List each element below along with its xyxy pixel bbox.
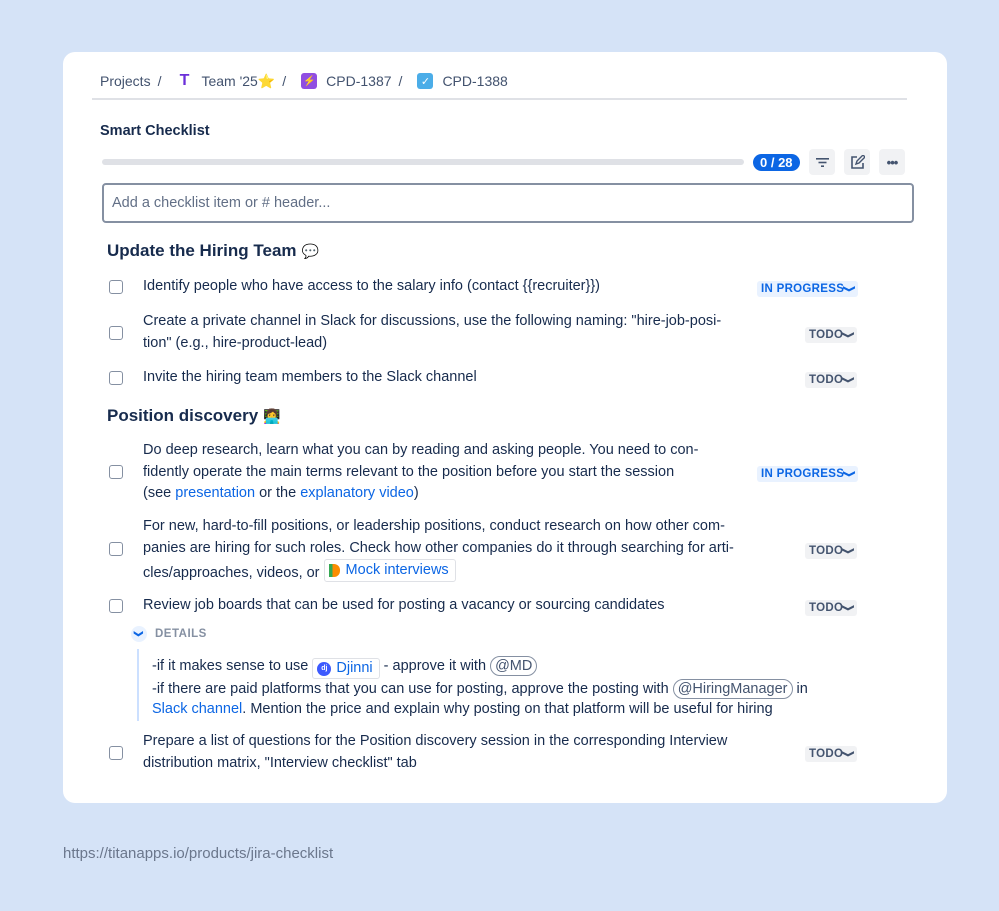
status-dropdown[interactable]: [805, 746, 857, 762]
status-dropdown[interactable]: [757, 281, 858, 297]
item-checkbox[interactable]: [109, 746, 123, 760]
team-logo-icon: T: [179, 72, 190, 89]
item-text-line: panies are hiring for such roles. Check how other companies do it through searching for arti-: [143, 539, 734, 556]
status-label: TODO: [809, 374, 844, 386]
status-dropdown[interactable]: [805, 543, 857, 559]
progress-bar: [102, 159, 744, 165]
chevron-down-icon: ❯: [842, 331, 856, 339]
item-text-line: Do deep research, learn what you can by reading and asking people. You need to con-: [143, 442, 699, 458]
item-text-line: [143, 483, 783, 505]
status-dropdown[interactable]: [805, 372, 857, 388]
djinni-app-icon: dj: [317, 662, 331, 676]
task-checkbox-icon: ✓: [417, 73, 433, 89]
item-checkbox[interactable]: [109, 465, 123, 479]
item-text-line: tion" (e.g., hire-product-lead): [143, 334, 328, 351]
smartlink-label: Djinni: [336, 660, 373, 676]
more-icon: •••: [886, 154, 898, 170]
item-text-line: distribution matrix, "Interview checklist" tab: [143, 754, 417, 771]
item-text: [143, 731, 783, 774]
details-line: [152, 679, 892, 700]
filter-icon: [816, 157, 829, 168]
details-line: [152, 700, 892, 720]
status-label: TODO: [809, 602, 844, 614]
section-header-position-discovery: [107, 406, 281, 426]
text-segment: or the: [255, 485, 301, 501]
item-text-line: Create a private channel in Slack for discussions, use the following naming: "hire-job-posi-: [143, 313, 722, 329]
status-label: TODO: [809, 748, 844, 760]
text-segment: in: [792, 681, 808, 698]
mention-md[interactable]: @MD: [490, 656, 537, 676]
filter-button[interactable]: [809, 149, 835, 175]
breadcrumb-team[interactable]: Team '25⭐: [201, 72, 276, 89]
text-segment: (see: [143, 485, 176, 501]
chevron-down-icon: ❯: [843, 285, 857, 293]
status-dropdown[interactable]: [805, 327, 857, 343]
item-checkbox[interactable]: [109, 542, 123, 556]
edit-icon: [850, 155, 865, 170]
mention-hiring-manager[interactable]: @HiringManager: [673, 679, 793, 699]
details-label: DETAILS: [155, 628, 207, 640]
chevron-down-icon: ❯: [842, 604, 856, 612]
checklist-title: Smart Checklist: [100, 123, 210, 139]
edit-button[interactable]: [844, 149, 870, 175]
add-checklist-item-input[interactable]: [102, 183, 914, 223]
status-label: TODO: [809, 329, 844, 341]
details-toggle[interactable]: [131, 626, 207, 642]
speech-bubble-icon: 💬: [301, 242, 319, 259]
status-dropdown[interactable]: [757, 466, 858, 482]
item-checkbox[interactable]: [109, 371, 123, 385]
item-text: Review job boards that can be used for posting a vacancy or sourcing candidates: [143, 597, 665, 613]
item-checkbox[interactable]: [109, 280, 123, 294]
item-text: [143, 516, 803, 585]
details-border: [137, 649, 139, 721]
progress-count-badge: 0 / 28: [753, 154, 800, 171]
breadcrumb-projects[interactable]: Projects: [100, 73, 151, 89]
item-text: Invite the hiring team members to the Slack channel: [143, 369, 477, 385]
item-text: Identify people who have access to the salary info (contact {{recruiter}}): [143, 278, 601, 294]
section-header-text: Update the Hiring Team: [107, 241, 297, 260]
text-segment: . Mention the price and explain why posting on that platform will be useful for hiring: [242, 700, 773, 717]
text-segment: -if there are paid platforms that you can use for posting, approve the posting with: [152, 681, 673, 698]
divider: [92, 98, 907, 100]
item-text-line: Prepare a list of questions for the Position discovery session in the corresponding Interview: [143, 733, 728, 749]
details-line: [152, 656, 892, 679]
presentation-link[interactable]: presentation: [175, 485, 256, 501]
breadcrumb-task[interactable]: CPD-1388: [442, 73, 508, 89]
status-dropdown[interactable]: [805, 600, 857, 616]
explanatory-video-link[interactable]: explanatory video: [300, 485, 414, 501]
technologist-emoji-icon: 👩‍💻: [263, 407, 281, 424]
text-segment: ): [413, 485, 419, 501]
chevron-down-icon: ❯: [842, 750, 856, 758]
breadcrumb: [100, 72, 508, 90]
breadcrumb-epic[interactable]: CPD-1387: [326, 73, 392, 89]
smart-checklist-card: [63, 52, 947, 803]
item-checkbox[interactable]: [109, 326, 123, 340]
section-header-update-hiring-team: [107, 241, 319, 261]
item-text-line: fidently operate the main terms relevant to the position before you start the session: [143, 463, 675, 480]
section-header-text: Position discovery: [107, 406, 259, 425]
status-label: IN PROGRESS: [761, 468, 845, 480]
slack-channel-link[interactable]: Slack channel: [152, 700, 243, 717]
text-segment: - approve it with: [379, 658, 491, 674]
more-actions-button[interactable]: [879, 149, 905, 175]
chevron-down-icon: ❯: [843, 470, 857, 478]
epic-icon: ⚡: [301, 73, 317, 89]
item-text-line: [143, 559, 803, 585]
text-segment: cles/approaches, videos, or: [143, 565, 324, 581]
item-text: [143, 311, 783, 354]
chevron-down-icon: ❯: [842, 376, 856, 384]
breadcrumb-separator: /: [398, 73, 403, 89]
text-segment: -if it makes sense to use: [152, 658, 313, 674]
mock-interviews-app-icon: [329, 564, 340, 577]
item-checkbox[interactable]: [109, 599, 123, 613]
smartlink-label: Mock interviews: [345, 561, 449, 578]
djinni-smartlink[interactable]: [312, 658, 379, 679]
breadcrumb-separator: /: [157, 73, 162, 89]
item-text: [143, 440, 783, 505]
item-text-line: For new, hard-to-fill positions, or leadership positions, conduct research on how other com-: [143, 518, 725, 534]
footer-url: https://titanapps.io/products/jira-checklist: [63, 845, 334, 862]
status-label: IN PROGRESS: [761, 283, 845, 295]
chevron-down-icon: ❯: [131, 626, 147, 642]
mock-interviews-smartlink[interactable]: [324, 559, 456, 582]
chevron-down-icon: ❯: [842, 547, 856, 555]
status-label: TODO: [809, 545, 844, 557]
breadcrumb-separator: /: [282, 73, 287, 89]
details-body: [152, 656, 892, 719]
